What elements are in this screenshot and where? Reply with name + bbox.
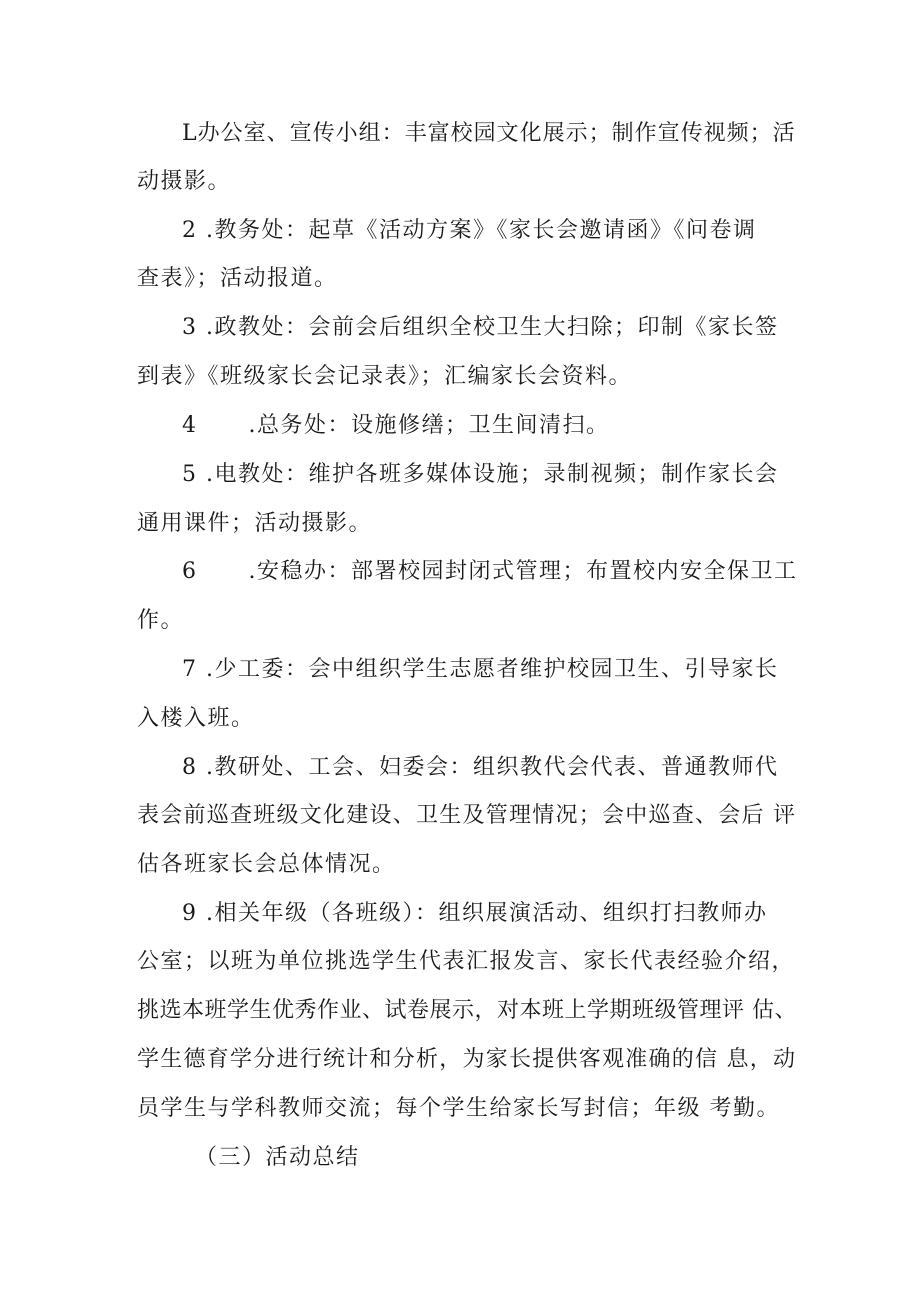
- section-heading: （三）活动总结: [195, 1145, 360, 1170]
- text-line: 2 .教务处：起草《活动方案》《家长会邀请函》《问卷调: [182, 218, 757, 243]
- text-line: 6 .安稳办：部署校园封闭式管理；布置校内安全保卫工: [182, 559, 798, 584]
- text-line: 查表》；活动报道。: [137, 266, 338, 291]
- text-line: 到表》《班级家长会记录表》；汇编家长会资料。: [137, 364, 633, 389]
- text-line: 8 .教研处、工会、妇委会：组织教代会代表、普通教师代: [182, 755, 779, 780]
- text-line: 作。: [137, 608, 185, 633]
- text-line: 9 .相关年级（各班级）：组织展演活动、组织打扫教师办: [182, 901, 768, 926]
- text-line: 动摄影。: [137, 169, 232, 194]
- text-line: 挑选本班学生优秀作业、试卷展示，对本班上学期班级管理评 估、: [137, 998, 797, 1023]
- text-line: 公室；以班为单位挑选学生代表汇报发言、家长代表经验介绍，: [137, 949, 796, 974]
- text-line: 学生德育学分进行统计和分析，为家长提供客观准确的信 息，动: [137, 1047, 797, 1072]
- text-line: 4 .总务处：设施修缮；卫生间清扫。: [182, 413, 610, 438]
- text-line: 表会前巡查班级文化建设、卫生及管理情况；会中巡查、会后 评: [137, 803, 797, 828]
- text-line: 7 .少工委：会中组织学生志愿者维护校园卫生、引导家长: [182, 657, 779, 682]
- text-line: 通用课件；活动摄影。: [137, 511, 373, 536]
- text-line: 入楼入班。: [137, 706, 255, 731]
- text-line: 5 .电教处：维护各班多媒体设施；录制视频；制作家长会: [182, 462, 779, 487]
- text-line: 估各班家长会总体情况。: [137, 852, 396, 877]
- text-line: 员学生与学科教师交流；每个学生给家长写封信；年级 考勤。: [137, 1096, 780, 1121]
- text-line: L办公室、宣传小组：丰富校园文化展示；制作宣传视频；活: [182, 121, 796, 146]
- text-line: 3 .政教处：会前会后组织全校卫生大扫除；印制《家长签: [182, 315, 779, 340]
